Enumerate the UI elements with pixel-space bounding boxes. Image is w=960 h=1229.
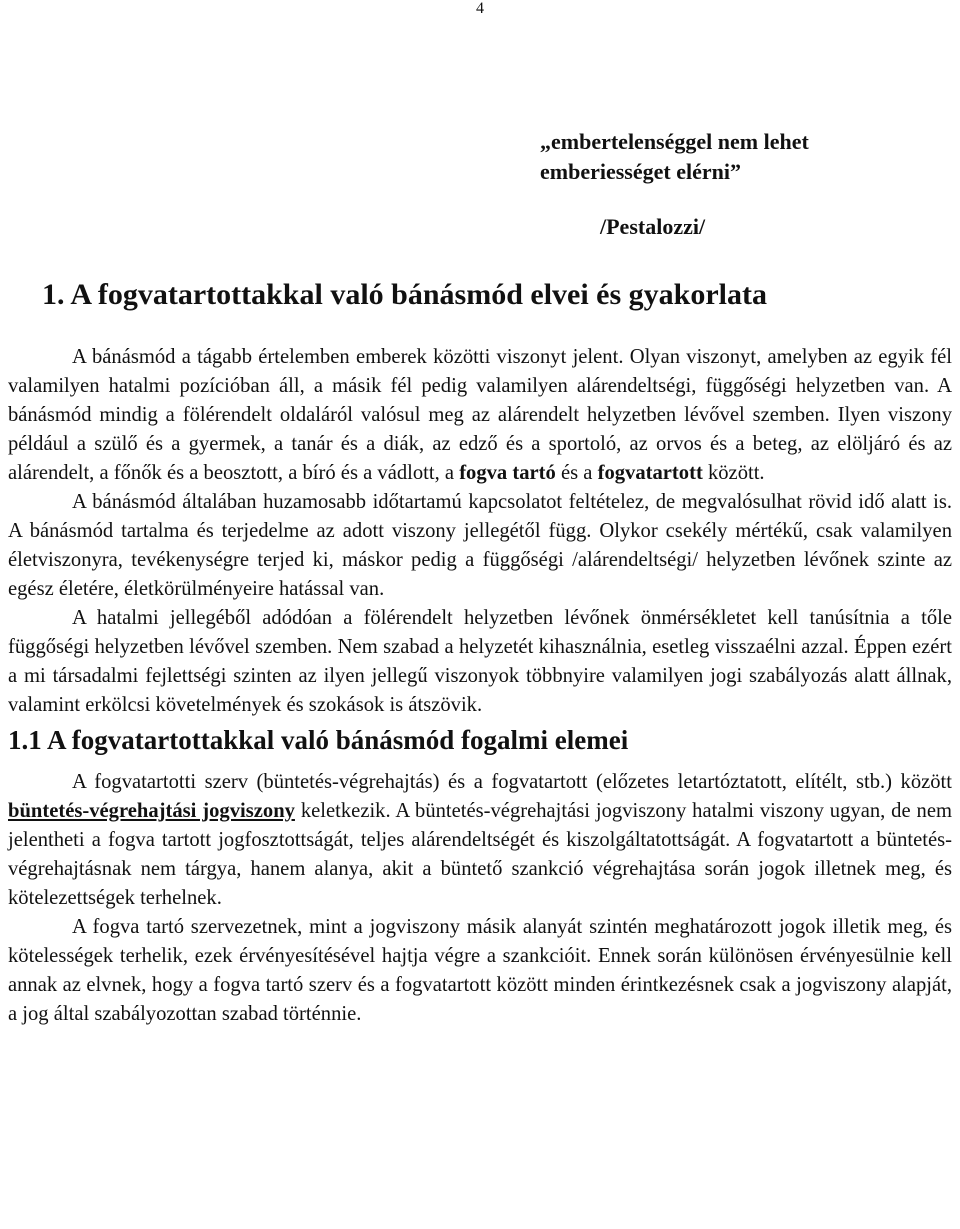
chapter-heading: 1. A fogvatartottakkal való bánásmód elvei és gyakorlata bbox=[42, 278, 767, 311]
paragraph-1-text-c: között. bbox=[702, 462, 765, 484]
section-heading: 1.1 A fogvatartottakkal való bánásmód fogalmi elemei bbox=[8, 725, 629, 755]
page-number: 4 bbox=[476, 0, 484, 17]
paragraph-3: A hatalmi jellegéből adódóan a fölérendelt helyzetben lévőnek önmérsékletet kell tanúsítnia a tőle függőségi helyzetben lévővel szemben. Nem szabad a helyzetét kihasználnia, esetleg visszaélni azzal. Éppen ezért a mi társadalmi fejlettségi szinten az ilyen jellegű viszonyok többnyire valamilyen jogi szabályozás alatt állnak, valamint erkölcsi követelmények és szokások is átszövik. bbox=[8, 607, 952, 716]
paragraph-2: A bánásmód általában huzamosabb időtartamú kapcsolatot feltételez, de megvalósulhat rövid idő alatt is. A bánásmód tartalma és terjedelme az adott viszony jellegétől függ. Olykor csekély mértékű, csak valamilyen életviszonyra, tevékenységre terjed ki, máskor pedig a függőségi /alárendeltségi/ helyzetben lévőnek szinte az egész életére, életkörülményeire hatással van. bbox=[8, 491, 952, 600]
motto-author: /Pestalozzi/ bbox=[600, 214, 706, 239]
bold-term-jogviszony: büntetés-végrehajtási jogviszony bbox=[8, 800, 295, 822]
body-text bbox=[8, 343, 952, 1029]
paragraph-1-text-b: és a bbox=[555, 462, 598, 484]
bold-term-fogvatartott: fogvatartott bbox=[597, 462, 703, 484]
paragraph-4-text-b: keletkezik. A büntetés-végrehajtási jogviszony hatalmi viszony ugyan, de nem jelentheti a fogva tartott jogfosztottságát, teljes alárendeltségét és kiszolgáltatottságát. A fogvatartott a büntetés-végrehajtásnak nem tárgya, hanem alanya, akit a büntető szankció végrehajtása során jogok illetnek meg, és kötelezettségek terhelnek. bbox=[8, 800, 952, 909]
paragraph-5: A fogva tartó szervezetnek, mint a jogviszony másik alanyát szintén meghatározott jogok illetik meg, és kötelességek terhelik, ezek érvényesítésével hajtja végre a szankcióit. Ennek során különösen érvényesülnie kell annak az elvnek, hogy a fogva tartó szerv és a fogvatartott között minden érintkezésnek csak a jogviszony alapját, a jog által szabályozottan szabad történnie. bbox=[8, 916, 952, 1025]
motto-quote bbox=[540, 127, 809, 187]
motto-line-1: „embertelenséggel nem lehet bbox=[540, 129, 809, 154]
paragraph-1-text-a: A bánásmód a tágabb értelemben emberek közötti viszonyt jelent. Olyan viszonyt, amelyben az egyik fél valamilyen hatalmi pozícióban áll, a másik fél pedig valamilyen alárendeltségi, függőségi helyzetben van. A bánásmód mindig a fölérendelt oldaláról valósul meg az alárendelt helyzetben lévővel szemben. Ilyen viszony például a szülő és a gyermek, a tanár és a diák, az edző és a sportoló, az orvos és a beteg, az elöljáró és az alárendelt, a főnők és a beosztott, a bíró és a vádlott, a bbox=[8, 346, 952, 484]
paragraph-4 bbox=[8, 768, 952, 913]
paragraph-4-text-a: A fogvatartotti szerv (büntetés-végrehajtás) és a fogvatartott (előzetes letartóztatott, elítélt, stb.) között bbox=[72, 771, 952, 793]
bold-term-fogva-tarto: fogva tartó bbox=[459, 462, 556, 484]
motto-line-2: emberiességet elérni” bbox=[540, 159, 741, 184]
paragraph-1 bbox=[8, 343, 952, 488]
